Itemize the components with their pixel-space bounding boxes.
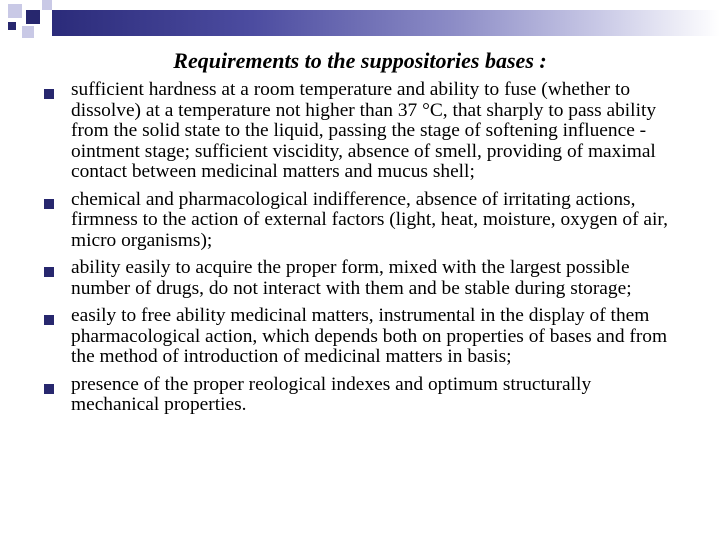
list-item-text: chemical and pharmacological indifference, absence of irritating actions, firmness to the action of external factors (light, heat, moisture, oxygen of air, micro organisms); — [71, 188, 668, 251]
list-item — [44, 190, 684, 252]
decor-square — [8, 22, 16, 30]
bullet-list — [44, 80, 684, 423]
square-bullet-icon — [44, 267, 54, 277]
slide-title: Requirements to the suppositories bases : — [173, 48, 547, 73]
square-bullet-icon — [44, 315, 54, 325]
list-item — [44, 306, 684, 368]
list-item — [44, 258, 684, 299]
square-bullet-icon — [44, 384, 54, 394]
list-item-text: sufficient hardness at a room temperature and ability to fuse (whether to dissolve) at a temperature not higher than 37 °C, that sharply to pass ability from the solid state to the liquid, passing the stage of softening influence - ointment stage; sufficient viscidity, absence of smell, providing of maximal contact between medicinal matters and mucus shell; — [71, 79, 657, 182]
list-item — [44, 375, 684, 416]
decor-square — [42, 0, 52, 10]
list-item-text: easily to free ability medicinal matters, instrumental in the display of them pharmacological action, which depends both on properties of bases and from the method of introduction of medicinal matters in basis; — [71, 305, 668, 367]
list-item — [44, 80, 684, 183]
decorative-squares — [0, 0, 60, 50]
square-bullet-icon — [44, 89, 54, 99]
header-gradient-band — [52, 10, 720, 36]
decor-square — [22, 26, 34, 38]
square-bullet-icon — [44, 199, 54, 209]
decor-square — [26, 10, 40, 24]
list-item-text: ability easily to acquire the proper form, mixed with the largest possible number of drugs, do not interact with them and be stable during storage; — [71, 257, 632, 299]
list-item-text: presence of the proper reological indexes and optimum structurally mechanical properties. — [71, 373, 592, 415]
decor-square — [8, 4, 22, 18]
